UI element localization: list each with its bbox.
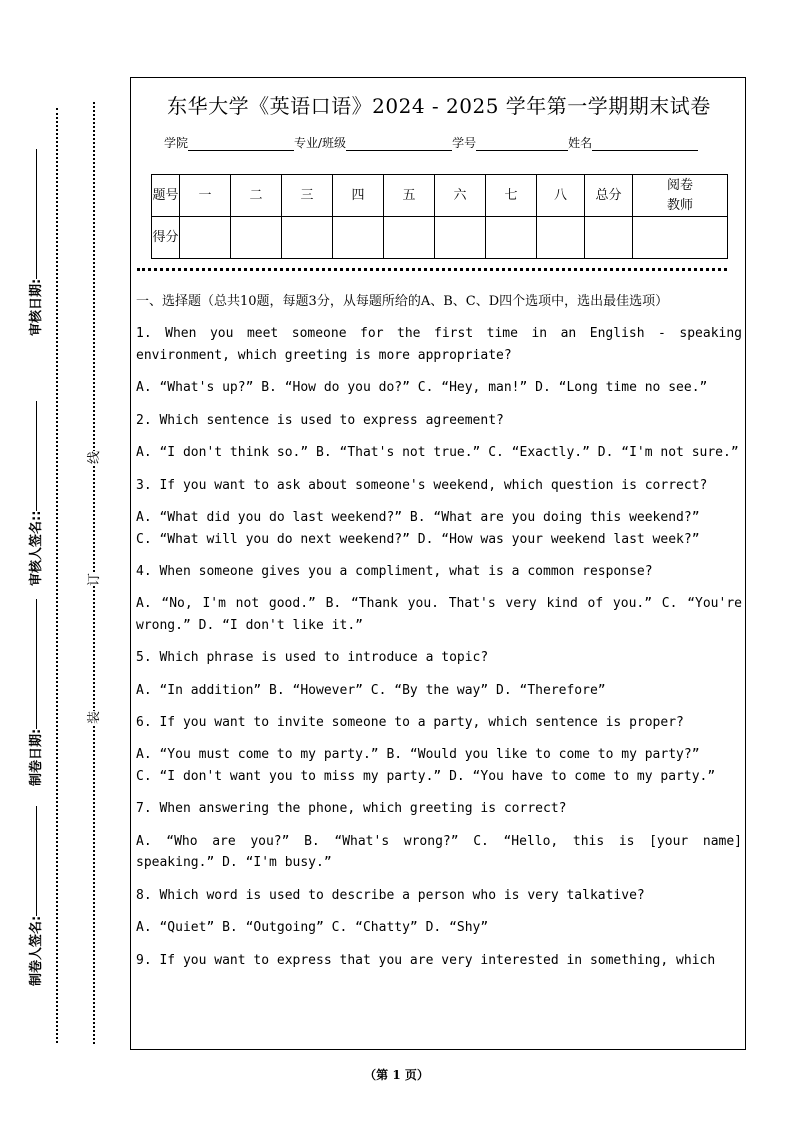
binding-mark-line: 线	[83, 451, 102, 464]
score-table	[151, 174, 728, 259]
score-table-score-row	[152, 217, 728, 259]
question-9: 9. If you want to express that you are very interested in something, which	[136, 952, 716, 968]
student-id-field[interactable]	[476, 137, 568, 151]
college-field[interactable]	[188, 137, 294, 151]
question-1: 1. When you meet someone for the first time in an English - speaking environment, which greeting is more appropriate?	[136, 326, 742, 363]
section-heading: 一、选择题（总共10题，每题3分，从每题所给的A、B、C、D四个选项中，选出最佳选项）	[136, 294, 669, 309]
col-6: 六	[435, 175, 486, 217]
student-id-label: 学号	[452, 136, 477, 150]
score-cell-5[interactable]	[384, 217, 435, 259]
col-2: 二	[231, 175, 282, 217]
question-1-options: A. “What's up?” B. “How do you do?” C. “Hey, man!” D. “Long time no see.”	[136, 380, 708, 396]
question-8: 8. Which word is used to describe a person who is very talkative?	[136, 887, 645, 903]
student-info-row	[164, 134, 698, 151]
question-3: 3. If you want to ask about someone's weekend, which question is correct?	[136, 477, 708, 493]
questions-content	[136, 291, 742, 982]
binding-mark-bind: 订	[83, 573, 102, 586]
question-7: 7. When answering the phone, which greeting is correct?	[136, 801, 567, 817]
score-cell-4[interactable]	[333, 217, 384, 259]
question-2: 2. Which sentence is used to express agreement?	[136, 412, 504, 428]
col-total: 总分	[585, 175, 633, 217]
question-3-options-line-2: C. “What will you do next weekend?” D. “How was your weekend last week?”	[136, 531, 700, 547]
question-3-options-line-1: A. “What did you do last weekend?” B. “What are you doing this weekend?”	[136, 509, 700, 525]
question-7-options: A. “Who are you?” B. “What's wrong?” C. “Hello, this is [your name] speaking.” D. “I'm busy.”	[136, 833, 742, 871]
score-cell-8[interactable]	[537, 217, 585, 259]
major-class-label: 专业/班级	[294, 136, 347, 150]
question-5-options: A. “In addition” B. “However” C. “By the way” D. “Therefore”	[136, 682, 606, 698]
col-4: 四	[333, 175, 384, 217]
page-number: （第 1 页）	[364, 1068, 429, 1082]
question-6: 6. If you want to invite someone to a party, which sentence is proper?	[136, 715, 684, 731]
dotted-separator	[137, 268, 727, 271]
score-label: 得分	[152, 217, 180, 259]
question-4-options: A. “No, I'm not good.” B. “Thank you. That's very kind of you.” C. “You're wrong.” D. “I don't like it.”	[136, 596, 742, 633]
exam-page-frame	[130, 77, 746, 1050]
question-4: 4. When someone gives you a compliment, what is a common response?	[136, 563, 653, 579]
score-cell-1[interactable]	[180, 217, 231, 259]
question-6-options-line-1: A. “You must come to my party.” B. “Would you like to come to my party?”	[136, 747, 700, 763]
col-1: 一	[180, 175, 231, 217]
col-5: 五	[384, 175, 435, 217]
col-7: 七	[486, 175, 537, 217]
paper-maker-signature-label: 制卷人签名:	[27, 786, 47, 986]
question-2-options: A. “I don't think so.” B. “That's not true.” C. “Exactly.” D. “I'm not sure.”	[136, 445, 739, 461]
question-3-options	[136, 507, 742, 550]
score-cell-grader[interactable]	[633, 217, 728, 259]
score-cell-3[interactable]	[282, 217, 333, 259]
binding-dotted-line-outer	[56, 108, 58, 1043]
col-grader: 阅卷教师	[633, 175, 728, 217]
score-cell-6[interactable]	[435, 217, 486, 259]
question-5: 5. Which phrase is used to introduce a topic?	[136, 650, 489, 666]
score-cell-total[interactable]	[585, 217, 633, 259]
reviewer-signature-label: 审核人签名::	[27, 386, 47, 586]
score-cell-2[interactable]	[231, 217, 282, 259]
paper-date-label: 制卷日期:	[27, 586, 47, 786]
name-label: 姓名	[568, 136, 593, 150]
col-3: 三	[282, 175, 333, 217]
exam-title: 东华大学《英语口语》2024 - 2025 学年第一学期期末试卷	[167, 94, 711, 118]
score-cell-7[interactable]	[486, 217, 537, 259]
question-6-options-line-2: C. “I don't want you to miss my party.” D. “You have to come to my party.”	[136, 769, 716, 785]
question-8-options: A. “Quiet” B. “Outgoing” C. “Chatty” D. “Shy”	[136, 920, 489, 936]
review-date-label: 审核日期:	[27, 136, 47, 336]
col-8: 八	[537, 175, 585, 217]
question-number-label: 题号	[152, 175, 180, 217]
college-label: 学院	[164, 136, 189, 150]
name-field[interactable]	[592, 137, 698, 151]
question-6-options	[136, 744, 742, 787]
score-table-header-row	[152, 175, 728, 217]
major-class-field[interactable]	[346, 137, 452, 151]
binding-mark-install: 装	[83, 711, 102, 724]
